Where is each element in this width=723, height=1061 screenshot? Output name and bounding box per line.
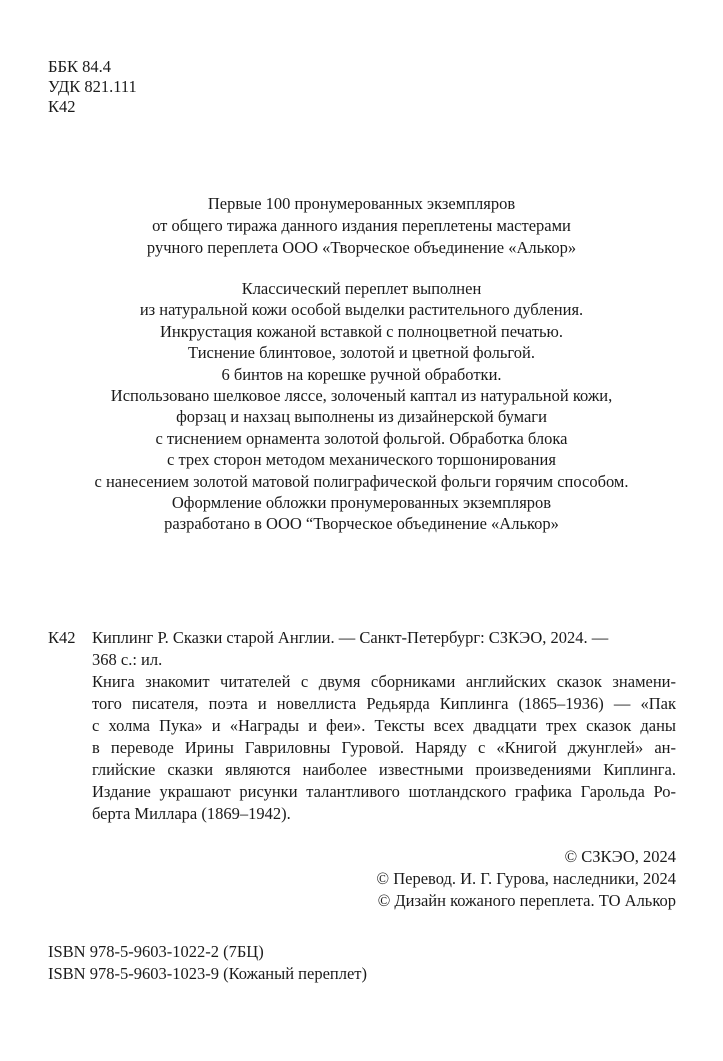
text-line: Классический переплет выполнен bbox=[241, 279, 482, 298]
catalog-title-line: Киплинг Р. Сказки старой Англии. — Санкт-Петербург: СЗКЭО, 2024. — bbox=[92, 628, 609, 647]
copyright-design: © Дизайн кожаного переплета. ТО Алькор bbox=[377, 891, 676, 910]
text-line: 6 бинтов на корешке ручной обработки. bbox=[221, 364, 502, 384]
text-line: Оформление обложки пронумерованных экземпляров bbox=[171, 493, 552, 513]
text-line: форзац и нахзац выполнены из дизайнерской бумаги bbox=[176, 407, 547, 427]
text-line: разработано в ООО “Творческое объединение «Алькор» bbox=[164, 514, 559, 534]
text-line: Использовано шелковое ляссе, золоченый каптал из натуральной кожи, bbox=[110, 386, 613, 406]
annotation-line: того писателя, поэта и новеллиста Редьярда Киплинга (1865–1936) — «Пак bbox=[92, 694, 676, 713]
annotation-line: Издание украшают рисунки талантливого шотландского графика Гарольда Ро- bbox=[92, 782, 676, 801]
annotation-line: глийские сказки являются наиболее известными произведениями Киплинга. bbox=[92, 760, 676, 779]
catalog-pages: 368 с.: ил. bbox=[92, 650, 163, 669]
annotation-last-line: берта Миллара (1869–1942). bbox=[92, 804, 291, 823]
bbk-code: ББК 84.4 bbox=[48, 57, 111, 76]
text-line: Тиснение блинтовое, золотой и цветной фольгой. bbox=[188, 343, 535, 363]
catalog-code: К42 bbox=[48, 628, 76, 647]
annotation-line: с холма Пука» и «Награды и феи». Тексты всех двадцати трех сказок даны bbox=[92, 716, 676, 735]
udk-code: УДК 821.111 bbox=[48, 77, 137, 96]
binding-description bbox=[0, 278, 723, 535]
annotation-line: в переводе Ирины Гавриловны Гуровой. Наряду с «Книгой джунглей» ан- bbox=[92, 738, 676, 757]
text-line: с трех сторон методом механического торшонирования bbox=[167, 450, 556, 470]
annotation-line: Книга знакомит читателей с двумя сборниками английских сказок знамени- bbox=[92, 672, 676, 691]
classification-codes bbox=[48, 57, 137, 117]
author-mark: К42 bbox=[48, 97, 76, 116]
isbn-leather: ISBN 978-5-9603-1023-9 (Кожаный переплет) bbox=[48, 964, 368, 983]
copyright-translation: © Перевод. И. Г. Гурова, наследники, 2024 bbox=[376, 869, 676, 888]
catalog-title-row bbox=[48, 627, 676, 649]
text-line: Первые 100 пронумерованных экземпляров bbox=[207, 194, 516, 213]
copyright-notices bbox=[377, 846, 676, 912]
text-line: Инкрустация кожаной вставкой с полноцветной печатью. bbox=[159, 321, 564, 341]
text-line: от общего тиража данного издания переплетены мастерами bbox=[152, 216, 571, 235]
copyright-publisher: © СЗКЭО, 2024 bbox=[564, 847, 676, 866]
text-line: с нанесением золотой матовой полиграфической фольги горячим способом. bbox=[94, 471, 629, 491]
text-line: с тиснением орнамента золотой фольгой. Обработка блока bbox=[155, 428, 568, 448]
isbn-list bbox=[48, 941, 367, 985]
limited-edition-note bbox=[0, 193, 723, 259]
isbn-hardcover: ISBN 978-5-9603-1022-2 (7БЦ) bbox=[48, 942, 264, 961]
text-line: из натуральной кожи особой выделки растительного дубления. bbox=[139, 300, 584, 320]
text-line: ручного переплета ООО «Творческое объединение «Алькор» bbox=[146, 238, 577, 257]
catalog-entry bbox=[48, 627, 676, 825]
